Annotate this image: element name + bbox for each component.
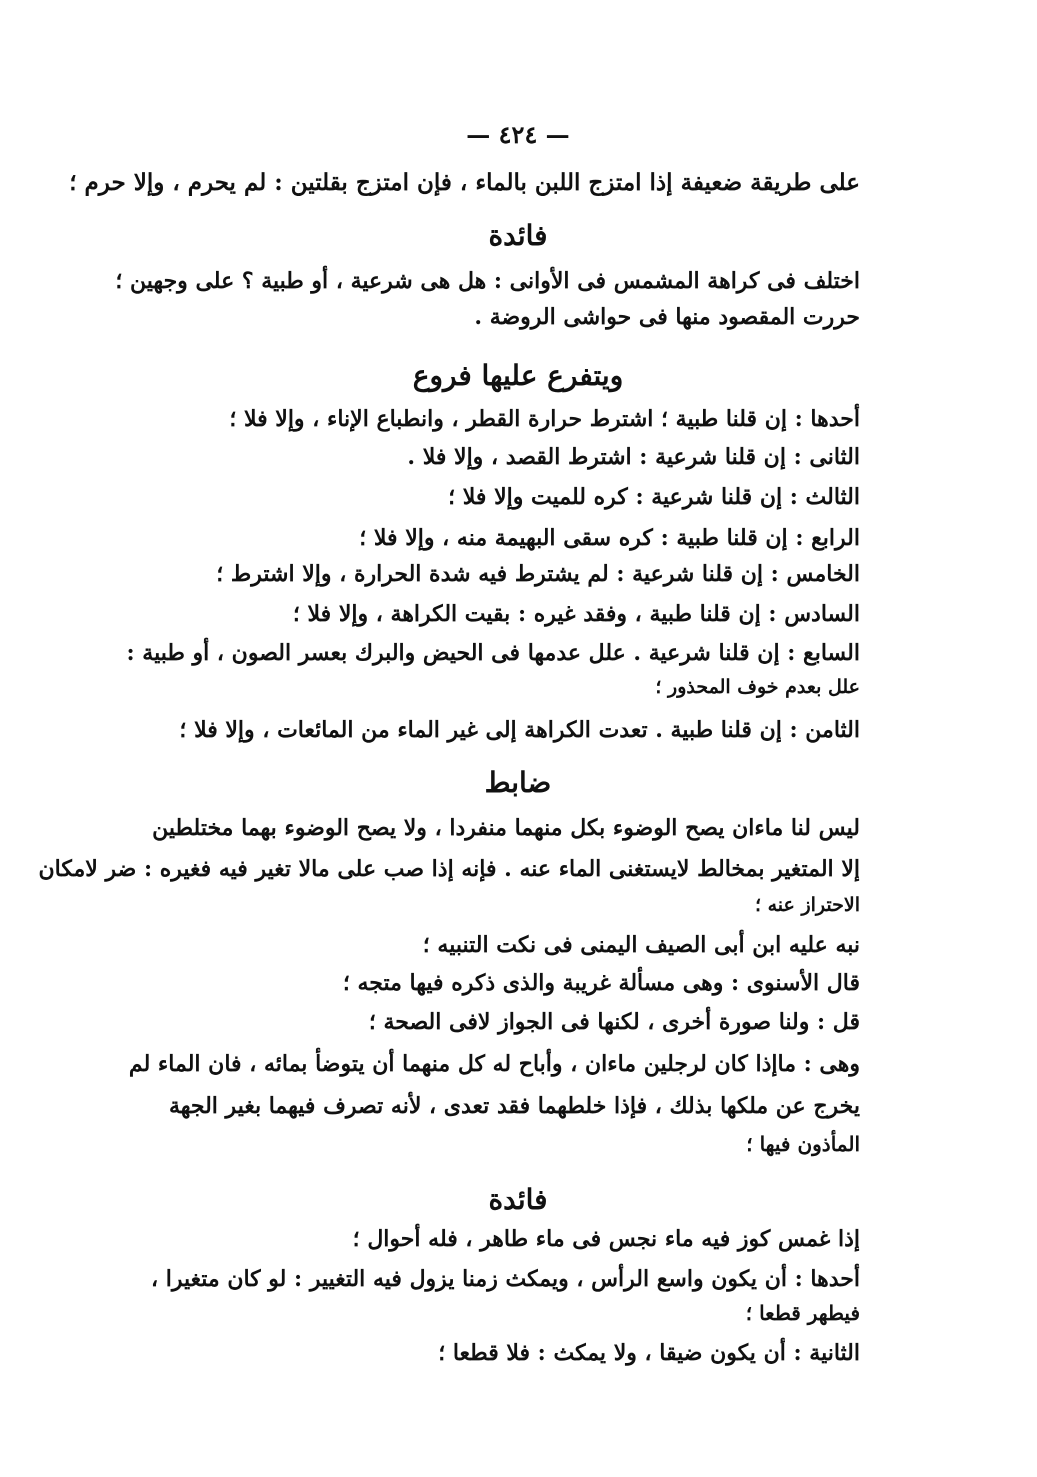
text-line: إلا المتغير بمخالط لايستغنى الماء عنه . فإنه إذا صب على مالا تغير فيه فغيره : ضر لامكان [38,856,860,882]
text-line: الخامس : إن قلنا شرعية : لم يشترط فيه شدة الحرارة ، وإلا اشترط ؛ [216,561,860,587]
text-line: الثانية : أن يكون ضيقا ، ولا يمكث : فلا قطعا ؛ [438,1340,860,1366]
text-line: المأذون فيها ؛ [746,1132,860,1156]
text-line: علل بعدم خوف المحذور ؛ [655,676,860,698]
text-line: الثامن : إن قلنا طبية . تعدت الكراهة إلى غير الماء من المائعات ، وإلا فلا ؛ [179,717,860,743]
text-line: قل : ولنا صورة أخرى ، لكنها فى الجواز لافى الصحة ؛ [368,1009,860,1035]
text-line: ليس لنا ماءان يصح الوضوء بكل منهما منفردا ، ولا يصح الوضوء بهما مختلطين [152,815,860,841]
text-line: الثالث : إن قلنا شرعية : كره للميت وإلا فلا ؛ [448,484,860,510]
section-heading: فائدة [488,219,548,252]
text-line: الثانى : إن قلنا شرعية : اشترط القصد ، وإلا فلا . [407,444,860,470]
text-line: يخرج عن ملكها بذلك ، فإذا خلطهما فقد تعدى ، لأنه تصرف فيهما بغير الجهة [168,1093,860,1119]
text-line: قال الأسنوى : وهى مسألة غريبة والذى ذكره فيها متجه ؛ [342,970,860,996]
text-line: السادس : إن قلنا طبية ، وفقد غيره : بقيت الكراهة ، وإلا فلا ؛ [292,601,860,627]
text-line: إذا غمس كوز فيه ماء نجس فى ماء طاهر ، فله أحوال ؛ [352,1226,860,1252]
text-line: فيطهر قطعا ؛ [745,1301,860,1325]
text-line: الرابع : إن قلنا طبية : كره سقى البهيمة منه ، وإلا فلا ؛ [359,525,860,551]
text-line: السابع : إن قلنا شرعية . علل عدمها فى الحيض والبرك بعسر الصون ، أو طبية : [126,640,860,666]
text-line: نبه عليه ابن أبى الصيف اليمنى فى نكت التنبيه ؛ [422,932,860,958]
text-line: أحدها : إن قلنا طبية ؛ اشترط حرارة القطر ، وانطباع الإناء ، وإلا فلا ؛ [229,406,860,432]
text-line: حررت المقصود منها فى حواشى الروضة . [474,304,860,330]
text-line: أحدها : أن يكون واسع الرأس ، ويمكث زمنا يزول فيه التغيير : لو كان متغيرا ، [150,1266,860,1292]
section-heading: فائدة [488,1183,548,1216]
text-line: وهى : ماإذا كان لرجلين ماءان ، وأباح له كل منهما أن يتوضأ بمائه ، فان الماء لم [128,1051,860,1077]
section-heading: ويتفرع عليها فروع [412,359,624,392]
text-line: الاحتراز عنه ؛ [754,894,860,916]
text-line: اختلف فى كراهة المشمس فى الأوانى : هل هى شرعية ، أو طبية ؟ على وجهين ؛ [115,268,860,294]
text-line: على طريقة ضعيفة إذا امتزج اللبن بالماء ، فإن امتزج بقلتين : لم يحرم ، وإلا حرم ؛ [69,169,860,196]
section-heading: ضابط [484,766,552,799]
page-number: — ٤٢٤ — [466,120,570,149]
